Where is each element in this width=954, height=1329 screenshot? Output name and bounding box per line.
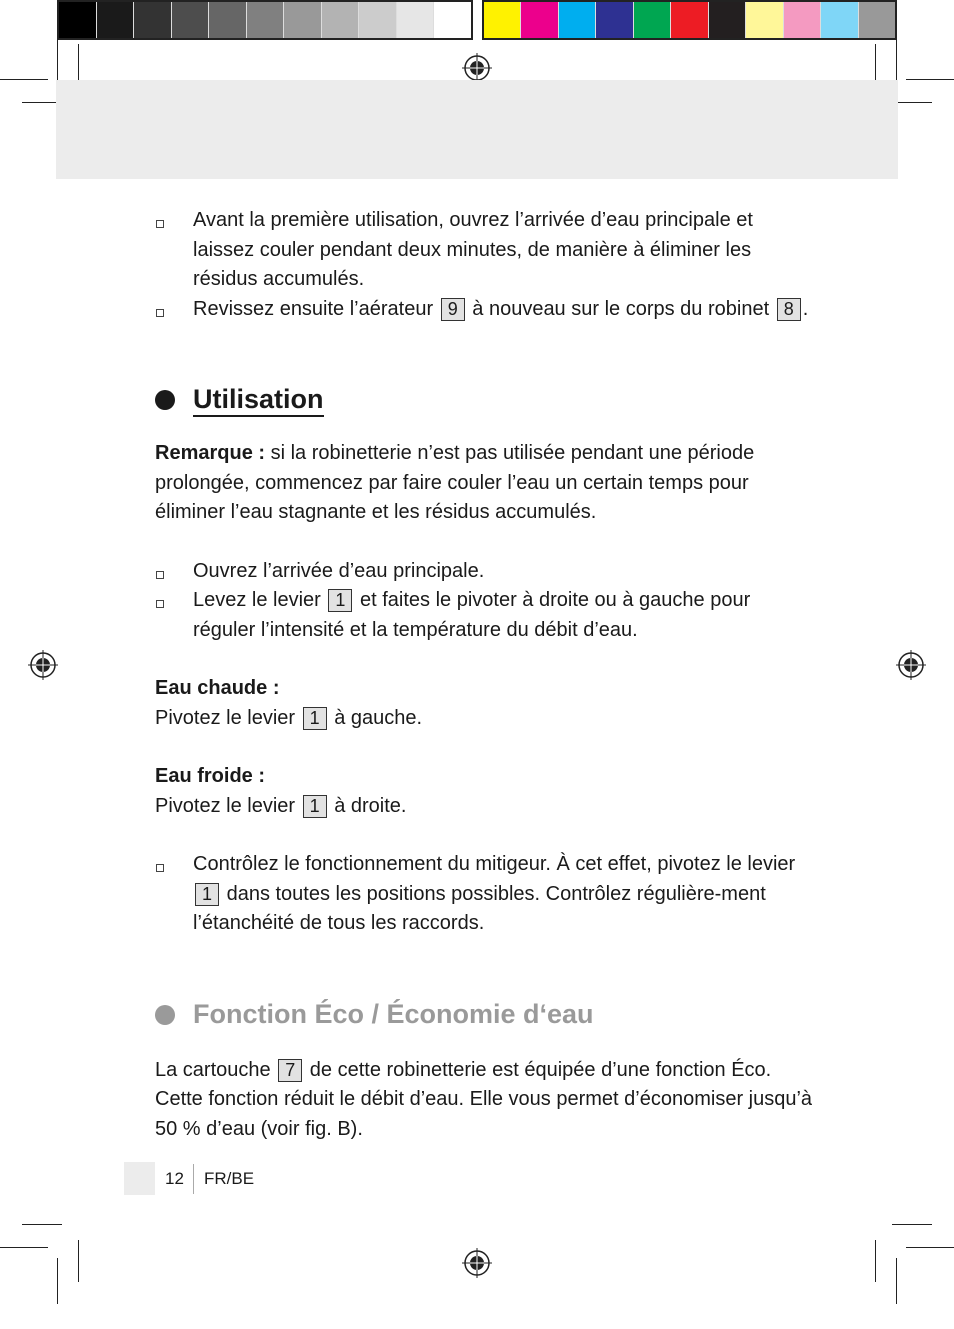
registration-mark-icon xyxy=(28,650,58,680)
crop-mark xyxy=(0,1247,48,1248)
page-content xyxy=(155,206,815,1144)
crop-mark xyxy=(896,1258,897,1304)
color-swatch xyxy=(784,2,821,38)
color-swatch xyxy=(434,2,471,38)
color-swatch xyxy=(97,2,135,38)
header-band xyxy=(56,80,898,179)
crop-mark xyxy=(892,1224,932,1225)
part-reference-badge: 1 xyxy=(328,589,352,612)
crop-mark xyxy=(875,1240,876,1282)
color-swatch xyxy=(322,2,360,38)
part-reference-badge: 7 xyxy=(278,1059,302,1082)
crop-mark xyxy=(906,1247,954,1248)
eco-paragraph xyxy=(155,1056,815,1145)
language-code: FR/BE xyxy=(204,1169,255,1188)
list-item-text: . xyxy=(802,297,809,320)
registration-mark-icon xyxy=(462,1248,492,1278)
note-label: Remarque : xyxy=(155,442,266,464)
footer-tab xyxy=(124,1162,155,1195)
bullet-dot-icon xyxy=(155,1005,175,1025)
paragraph-text: La cartouche xyxy=(155,1058,271,1081)
color-swatch xyxy=(359,2,397,38)
section-heading-eco xyxy=(155,997,815,1031)
hot-water-instruction xyxy=(155,704,815,734)
list-item-text: Revissez ensuite l’aérateur xyxy=(193,297,434,320)
color-swatch xyxy=(59,2,97,38)
color-swatch xyxy=(709,2,746,38)
color-swatch xyxy=(634,2,671,38)
color-swatch xyxy=(247,2,285,38)
color-calibration-bar-grey xyxy=(57,0,473,40)
footer-divider xyxy=(193,1164,194,1194)
color-swatch xyxy=(596,2,633,38)
crop-mark xyxy=(22,1224,62,1225)
section-title: Fonction Éco / Économie d‘eau xyxy=(193,998,594,1029)
instruction-text: Pivotez le levier xyxy=(155,706,296,729)
page-number: 12 xyxy=(165,1169,184,1188)
note-paragraph xyxy=(155,439,815,528)
color-swatch xyxy=(521,2,558,38)
crop-mark xyxy=(0,79,48,80)
section-title: Utilisation xyxy=(193,384,324,417)
part-reference-badge: 1 xyxy=(303,795,327,818)
registration-mark-icon xyxy=(896,650,926,680)
list-item xyxy=(155,206,815,295)
list-item xyxy=(155,557,815,587)
list-item-text: et faites le pivoter à droite ou à gauche pour réguler l’intensité et la température du débit d’eau. xyxy=(193,589,751,641)
instruction-text: Pivotez le levier xyxy=(155,794,296,817)
list-item-text: Avant la première utilisation, ouvrez l’arrivée d’eau principale et laissez couler pendant deux minutes, de manière à éliminer les résidus accumulés. xyxy=(193,209,753,290)
list-item xyxy=(155,295,815,325)
instruction-text: à droite. xyxy=(334,794,407,817)
list-item-text: Levez le levier xyxy=(193,589,321,611)
color-swatch xyxy=(397,2,435,38)
color-swatch xyxy=(484,2,521,38)
list-item xyxy=(155,850,815,939)
color-swatch xyxy=(746,2,783,38)
registration-mark-icon xyxy=(462,53,492,83)
part-reference-badge: 1 xyxy=(195,883,219,906)
part-reference-badge: 9 xyxy=(441,298,465,321)
color-swatch xyxy=(209,2,247,38)
list-item-text: Ouvrez l’arrivée d’eau principale. xyxy=(193,559,485,582)
part-reference-badge: 8 xyxy=(777,298,801,321)
paragraph-text: de cette robinetterie est équipée d’une fonction Éco. Cette fonction réduit le débit d’eau. Elle vous permet d’économiser jusqu’à 50 % d’eau (voir fig. B). xyxy=(155,1058,813,1140)
instruction-text: à gauche. xyxy=(334,706,423,729)
color-swatch xyxy=(859,2,895,38)
list-item-text: Contrôlez le fonctionnement du mitigeur. À cet effet, pivotez le levier xyxy=(193,853,796,875)
color-swatch xyxy=(559,2,596,38)
part-reference-badge: 1 xyxy=(303,707,327,730)
crop-mark xyxy=(78,1240,79,1282)
list-item xyxy=(155,586,815,645)
crop-mark xyxy=(906,79,954,80)
color-swatch xyxy=(134,2,172,38)
crop-mark xyxy=(57,1258,58,1304)
color-swatch xyxy=(671,2,708,38)
color-calibration-bar-color xyxy=(482,0,897,40)
subheading-cold-water: Eau froide : xyxy=(155,765,266,787)
color-swatch xyxy=(821,2,858,38)
crop-mark xyxy=(892,102,932,103)
section-heading-utilisation xyxy=(155,382,815,416)
subheading-hot-water: Eau chaude : xyxy=(155,677,280,699)
bullet-dot-icon xyxy=(155,390,175,410)
list-item-text: à nouveau sur le corps du robinet xyxy=(472,297,770,320)
cold-water-instruction xyxy=(155,792,815,822)
list-item-text: dans toutes les positions possibles. Contrôlez régulière-ment l’étanchéité de tous les raccords. xyxy=(193,882,766,934)
color-swatch xyxy=(284,2,322,38)
note-text: si la robinetterie n’est pas utilisée pendant une période prolongée, commencez par faire couler l’eau un certain temps pour éliminer l’eau stagnante et les résidus accumulés. xyxy=(155,442,755,523)
color-swatch xyxy=(172,2,210,38)
